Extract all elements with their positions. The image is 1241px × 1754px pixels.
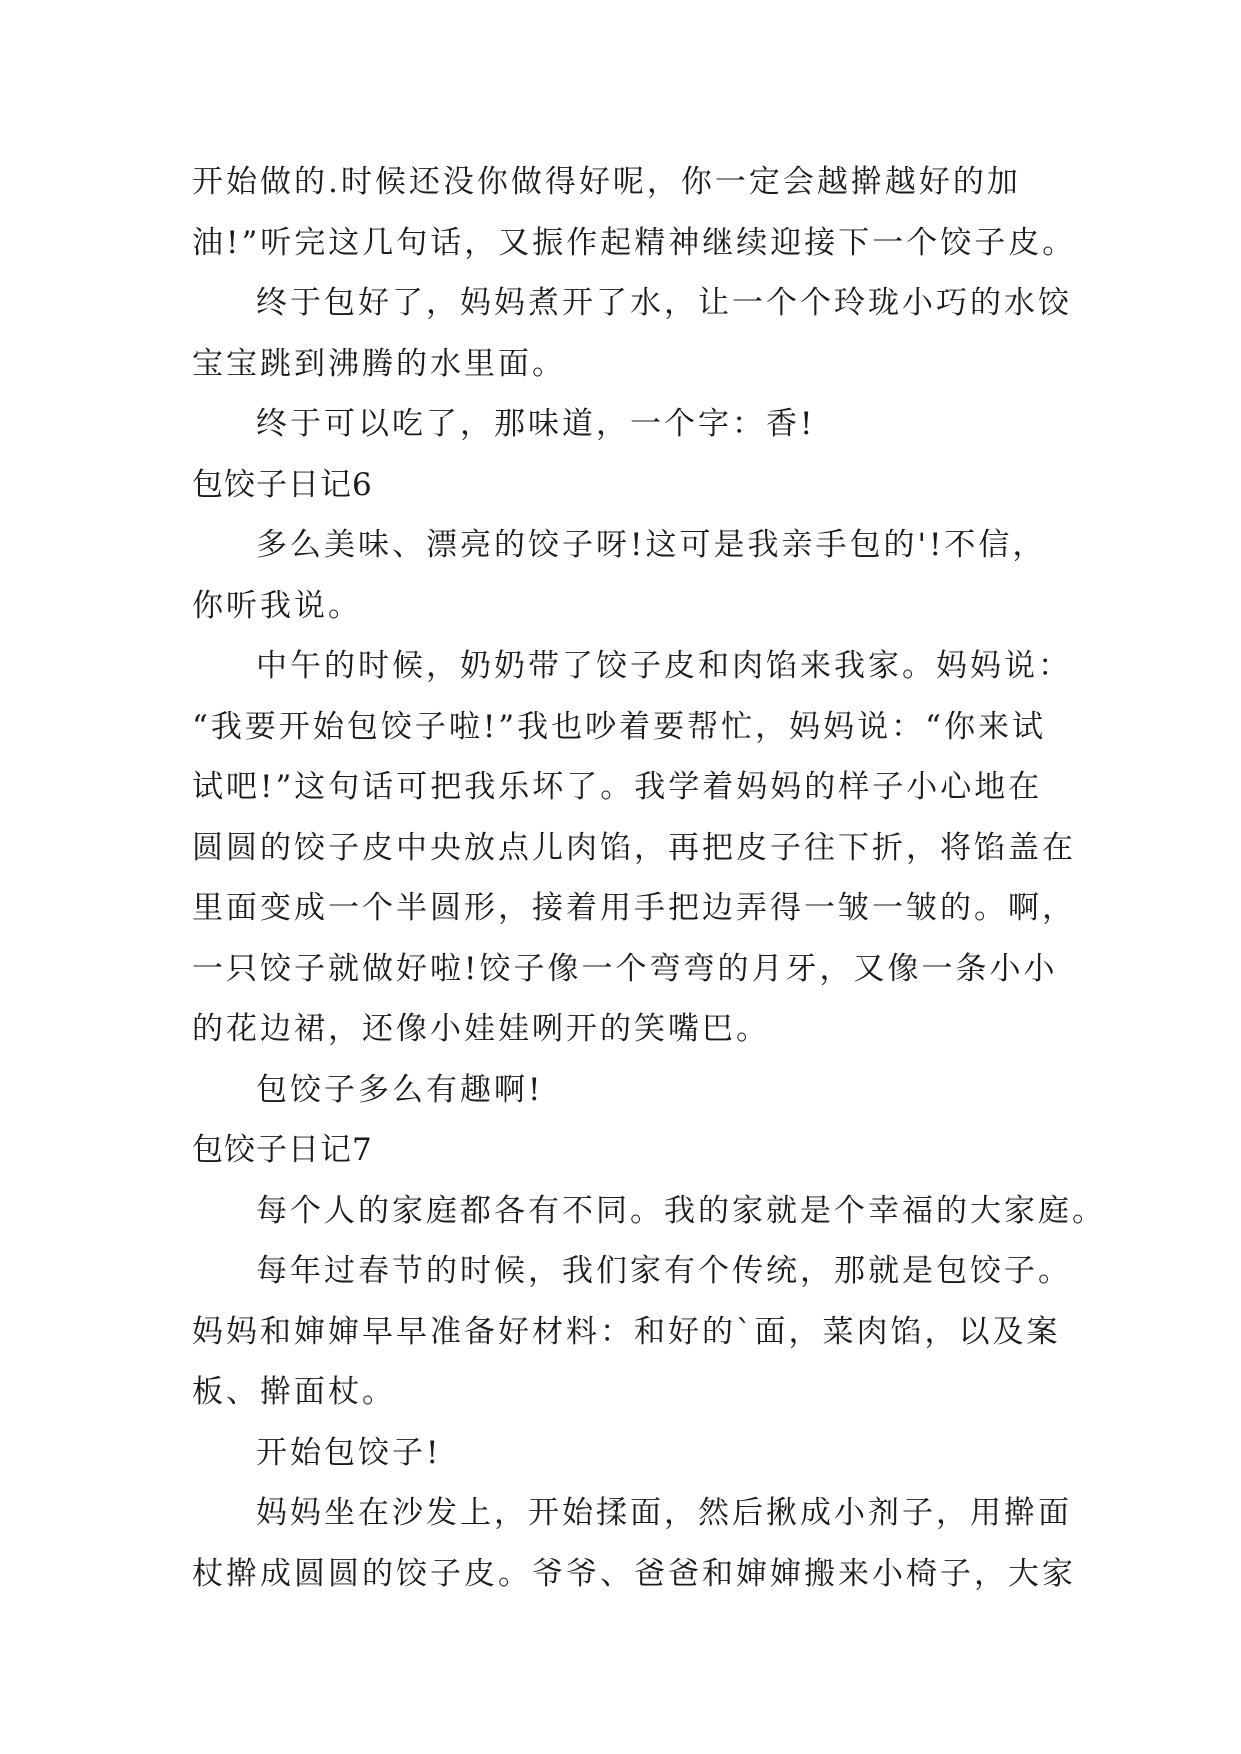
section-heading: 包饺子日记7 [192, 1132, 373, 1168]
paragraph-start-line: 中午的时候，奶奶带了饺子皮和肉馅来我家。妈妈说： [256, 648, 1072, 684]
text-line: 杖擀成圆圆的饺子皮。爷爷、爸爸和婶婶搬来小椅子，大家 [192, 1555, 1076, 1592]
paragraph-start-line: 包饺子多么有趣啊! [256, 1071, 544, 1108]
text-line: 板、擀面杖。 [192, 1374, 396, 1410]
document-body [192, 152, 1106, 1604]
text-line: 宝宝跳到沸腾的水里面。 [192, 345, 566, 382]
paragraph-start-line: 终于可以吃了，那味道，一个字：香! [256, 406, 816, 442]
text-line: 开始做的.时候还没你做得好呢，你一定会越擀越好的加 [192, 164, 1021, 200]
text-line: 里面变成一个半圆形，接着用手把边弄得一皱一皱的。啊， [192, 890, 1076, 926]
paragraph-start-line: 妈妈坐在沙发上，开始揉面，然后揪成小剂子，用擀面 [256, 1495, 1072, 1531]
paragraph-start-line: 每个人的家庭都各有不同。我的家就是个幸福的大家庭。 [256, 1192, 1106, 1229]
text-line: 试吧!”这句话可把我乐坏了。我学着妈妈的样子小心地在 [192, 769, 1043, 805]
paragraph-start-line: 多么美味、漂亮的饺子呀!这可是我亲手包的'!不信， [256, 527, 1047, 563]
text-line: 你听我说。 [192, 587, 362, 624]
section-heading: 包饺子日记6 [192, 466, 373, 503]
paragraph-start-line: 开始包饺子! [256, 1434, 442, 1471]
paragraph-start-line: 每年过春节的时候，我们家有个传统，那就是包饺子。 [256, 1253, 1072, 1289]
text-line: 油!”听完这几句话，又振作起精神继续迎接下一个饺子皮。 [192, 224, 1077, 261]
text-line: 的花边裙，还像小娃娃咧开的笑嘴巴。 [192, 1011, 770, 1047]
text-line: “我要开始包饺子啦!”我也吵着要帮忙，妈妈说：“你来试 [192, 708, 1046, 745]
text-line: 妈妈和婶婶早早准备好材料：和好的`面，菜肉馅，以及案 [192, 1313, 1061, 1350]
paragraph-start-line: 终于包好了，妈妈煮开了水，让一个个玲珑小巧的水饺 [256, 285, 1072, 321]
text-line: 一只饺子就做好啦!饺子像一个弯弯的月牙，又像一条小小 [192, 950, 1058, 987]
text-line: 圆圆的饺子皮中央放点儿肉馅，再把皮子往下折，将馅盖在 [192, 829, 1076, 866]
